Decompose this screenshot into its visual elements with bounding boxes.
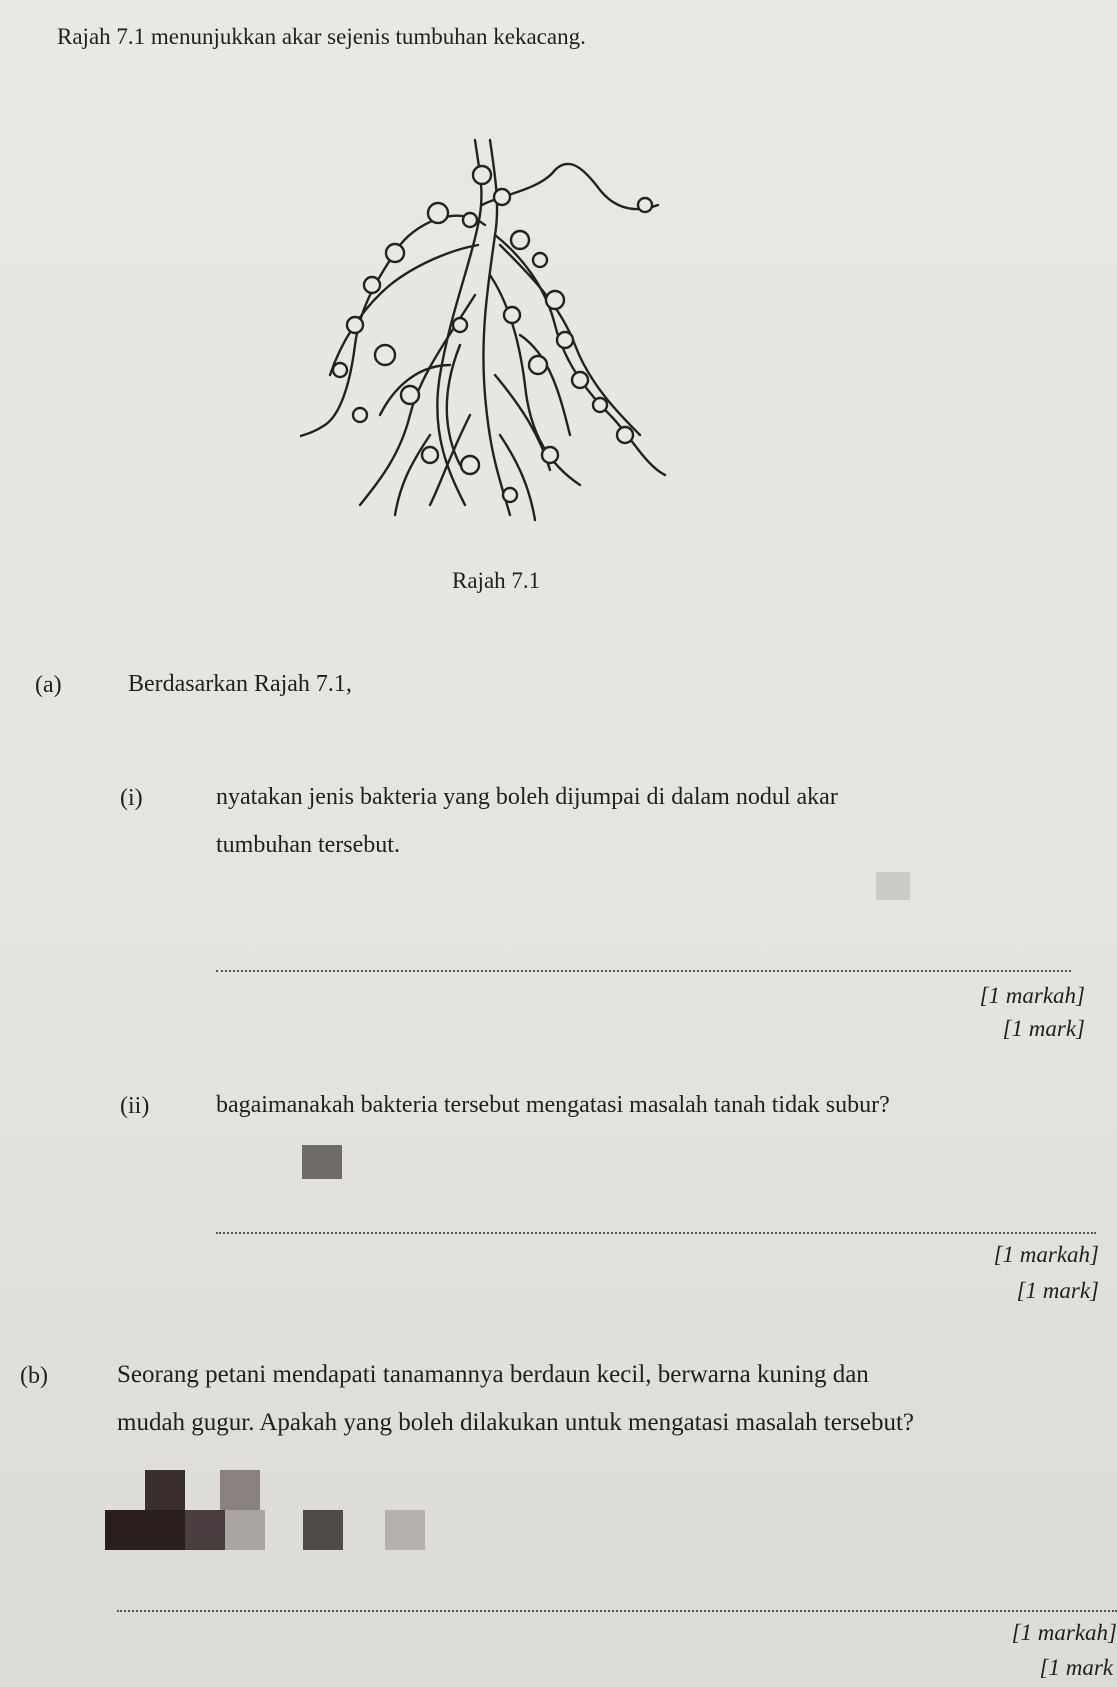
intro-text: Rajah 7.1 menunjukkan akar sejenis tumbuhan kekacang. (57, 24, 586, 49)
question-a-i-line2: tumbuhan tersebut. (216, 832, 400, 858)
mark-malay-b: [1 markah] (1011, 1620, 1117, 1645)
mark-english-b: [1 mark (1039, 1655, 1113, 1680)
mark-malay-a-ii: [1 markah] (993, 1242, 1099, 1267)
part-a-label: (a) (35, 672, 62, 698)
part-b-line1: Seorang petani mendapati tanamannya berdaun kecil, berwarna kuning dan (117, 1361, 869, 1388)
legume-root-nodules-illustration (300, 135, 720, 535)
question-a-i-label: (i) (120, 785, 143, 811)
figure-caption: Rajah 7.1 (452, 568, 541, 593)
answer-line-a-i[interactable] (216, 970, 1071, 972)
question-a-ii-label: (ii) (120, 1093, 150, 1119)
blurred-handwriting (105, 1470, 475, 1550)
question-a-ii-line1: bagaimanakah bakteria tersebut mengatasi masalah tanah tidak subur? (216, 1092, 890, 1118)
mark-english-a-ii: [1 mark] (1016, 1278, 1099, 1303)
answer-line-a-ii[interactable] (216, 1232, 1096, 1234)
blurred-mark (302, 1145, 342, 1179)
question-a-i-line1: nyatakan jenis bakteria yang boleh dijumpai di dalam nodul akar (216, 784, 838, 810)
blurred-mark (876, 872, 910, 900)
part-a-text: Berdasarkan Rajah 7.1, (128, 671, 352, 697)
part-b-line2: mudah gugur. Apakah yang boleh dilakukan untuk mengatasi masalah tersebut? (117, 1409, 915, 1436)
mark-malay-a-i: [1 markah] (979, 983, 1085, 1008)
answer-line-b[interactable] (117, 1610, 1117, 1612)
mark-english-a-i: [1 mark] (1002, 1016, 1085, 1041)
part-b-label: (b) (20, 1363, 48, 1389)
